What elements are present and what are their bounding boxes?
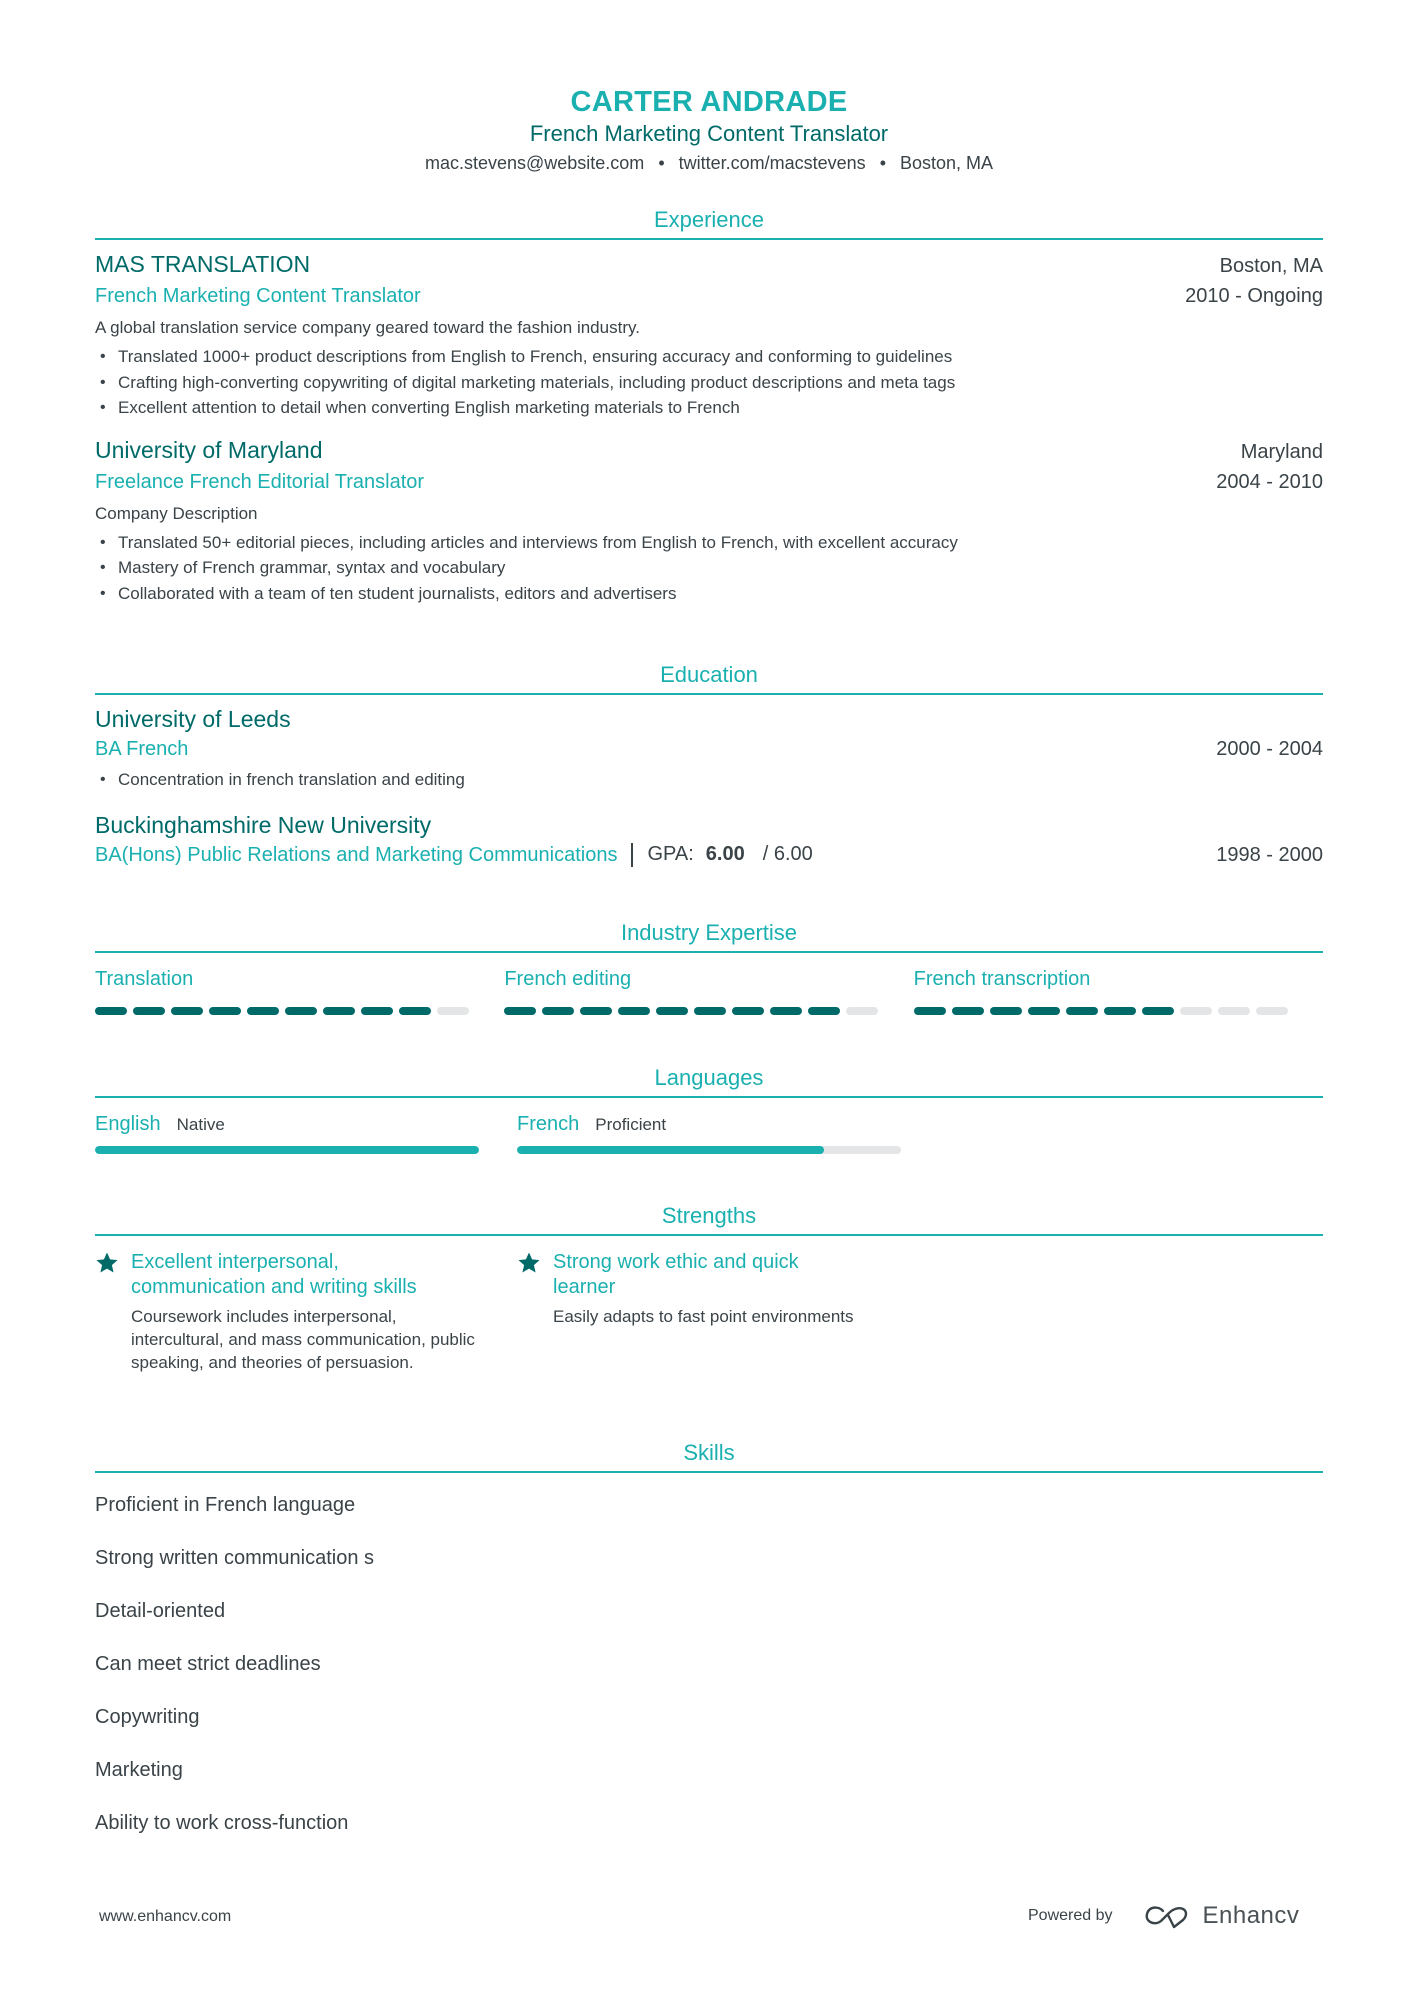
section-title: Experience [653, 207, 765, 232]
achievement-list [95, 344, 1323, 421]
expertise-item [504, 965, 913, 1015]
languages-section [95, 1064, 1323, 1154]
section-divider [95, 951, 1323, 953]
section-divider [95, 693, 1323, 695]
level-dash-empty [1218, 1007, 1250, 1015]
level-dash-filled [694, 1007, 726, 1015]
divider [631, 843, 633, 867]
separator: • [658, 153, 665, 173]
job-dates: 2004 - 2010 [1216, 470, 1323, 493]
skill-item: Strong written communication s [95, 1547, 375, 1569]
skill-item: Copywriting [95, 1706, 200, 1728]
level-dash-filled [952, 1007, 984, 1015]
expertise-item [914, 965, 1323, 1015]
strength-item [95, 1250, 517, 1374]
level-dash-filled [399, 1007, 431, 1015]
contact-email[interactable]: mac.stevens@website.com [424, 153, 645, 173]
level-dash-filled [323, 1007, 355, 1015]
level-dash-filled [504, 1007, 536, 1015]
language-progress-bar [95, 1146, 479, 1154]
level-dash-filled [990, 1007, 1022, 1015]
level-dash-filled [247, 1007, 279, 1015]
strengths-list [95, 1250, 1323, 1374]
enhancv-logo-icon [1143, 1903, 1191, 1929]
separator: • [879, 153, 886, 173]
level-dash-filled [361, 1007, 393, 1015]
education-entry [95, 704, 1323, 793]
list-item: • Collaborated with a team of ten student journalists, editors and advertisers [95, 581, 1323, 607]
level-dash-filled [285, 1007, 317, 1015]
candidate-headline: French Marketing Content Translator [529, 121, 889, 146]
section-title: Industry Expertise [620, 920, 798, 945]
company-description: A global translation service company geared toward the fashion industry. [95, 318, 640, 337]
skill-level-bar [95, 1007, 504, 1015]
footer-branding [1028, 1902, 1299, 1930]
gpa-max: / 6.00 [762, 843, 813, 865]
expertise-label: French transcription [913, 968, 1091, 990]
strengths-section [95, 1202, 1323, 1374]
level-dash-filled [133, 1007, 165, 1015]
level-dash-filled [732, 1007, 764, 1015]
level-dash-filled [580, 1007, 612, 1015]
experience-entry [95, 249, 1323, 421]
resume-header [95, 84, 1323, 176]
list-item: • Crafting high-converting copywriting of digital marketing materials, including product descriptions and meta tags [95, 370, 1323, 396]
school-name: University of Leeds [95, 706, 291, 732]
skill-level-bar [504, 1007, 913, 1015]
job-title: Freelance French Editorial Translator [95, 470, 425, 493]
skills-section [95, 1439, 1323, 1850]
education-entry [95, 810, 1323, 870]
level-dash-filled [1104, 1007, 1136, 1015]
job-location: Boston, MA [1219, 255, 1323, 277]
achievement-list [95, 530, 1323, 607]
skill-item: Marketing [95, 1759, 183, 1781]
skill-item: Can meet strict deadlines [95, 1653, 321, 1675]
degree: BA French [95, 738, 189, 760]
section-divider [95, 238, 1323, 240]
language-name: French [517, 1113, 580, 1135]
level-dash-filled [1028, 1007, 1060, 1015]
job-location: Maryland [1240, 440, 1323, 463]
list-item: • Mastery of French grammar, syntax and vocabulary [95, 555, 1323, 581]
experience-entry [95, 435, 1323, 607]
skills-list [95, 1479, 1323, 1850]
level-dash-filled [770, 1007, 802, 1015]
level-dash-empty [1256, 1007, 1288, 1015]
level-dash-filled [171, 1007, 203, 1015]
education-section [95, 661, 1323, 870]
strength-description: Coursework includes interpersonal, intercultural, and mass communication, public speaking, and theories of persuasion. [131, 1307, 475, 1372]
candidate-name: CARTER ANDRADE [570, 86, 848, 118]
strength-description: Easily adapts to fast point environments [553, 1307, 854, 1326]
language-level: Native [176, 1115, 225, 1134]
education-dates: 2000 - 2004 [1216, 738, 1323, 760]
company-name: MAS TRANSLATION [95, 251, 311, 277]
enhancv-logo-text[interactable]: Enhancv [1202, 1902, 1300, 1929]
contact-info [95, 150, 1323, 176]
list-item: • Translated 50+ editorial pieces, including articles and interviews from English to French, with excellent accuracy [95, 530, 1323, 556]
list-item: • Translated 1000+ product descriptions from English to French, ensuring accuracy and conforming to guidelines [95, 344, 1323, 370]
gpa-value: 6.00 [705, 843, 745, 865]
gpa-label: GPA: [647, 843, 694, 865]
expertise-label: French editing [504, 968, 632, 990]
expertise-label: Translation [95, 968, 194, 990]
company-description: Company Description [95, 503, 258, 523]
section-divider [95, 1471, 1323, 1473]
job-dates: 2010 - Ongoing [1185, 285, 1323, 307]
expertise-section [95, 919, 1323, 1015]
skill-item: Detail-oriented [95, 1600, 226, 1622]
list-item: • Excellent attention to detail when converting English marketing materials to French [95, 395, 1323, 421]
language-item [517, 1110, 939, 1154]
level-dash-filled [1066, 1007, 1098, 1015]
section-divider [95, 1234, 1323, 1236]
section-title: Education [660, 662, 758, 687]
list-item: • Concentration in french translation and editing [95, 767, 1323, 793]
degree: BA(Hons) Public Relations and Marketing Communications [95, 843, 618, 866]
level-dash-filled [1142, 1007, 1174, 1015]
level-dash-empty [1180, 1007, 1212, 1015]
education-dates: 1998 - 2000 [1216, 843, 1323, 866]
language-name: English [95, 1113, 161, 1135]
language-level: Proficient [595, 1115, 667, 1134]
level-dash-filled [95, 1007, 127, 1015]
level-dash-filled [209, 1007, 241, 1015]
expertise-item [95, 965, 504, 1015]
powered-by-label: Powered by [1028, 1907, 1113, 1924]
language-progress-bar [517, 1146, 901, 1154]
language-list [95, 1110, 1323, 1154]
strength-title: Excellent interpersonal, communication and writing skills [131, 1251, 417, 1298]
skill-item: Proficient in French language [95, 1494, 356, 1516]
strength-item [517, 1250, 939, 1374]
star-icon [517, 1250, 553, 1374]
section-title: Languages [654, 1065, 764, 1090]
section-title: Strengths [661, 1203, 757, 1228]
expertise-list [95, 965, 1323, 1015]
level-dash-filled [808, 1007, 840, 1015]
contact-twitter[interactable]: twitter.com/macstevens [678, 153, 866, 173]
strength-title: Strong work ethic and quick learner [553, 1251, 799, 1298]
section-divider [95, 1096, 1323, 1098]
skill-level-bar [914, 1007, 1323, 1015]
level-dash-empty [846, 1007, 878, 1015]
skill-item: Ability to work cross-function [95, 1812, 349, 1834]
language-item [95, 1110, 517, 1154]
job-title: French Marketing Content Translator [95, 285, 421, 307]
level-dash-filled [914, 1007, 946, 1015]
language-progress-fill [517, 1146, 824, 1154]
language-progress-fill [95, 1146, 479, 1154]
section-title: Skills [683, 1440, 735, 1465]
star-icon [95, 1250, 131, 1374]
school-name: Buckinghamshire New University [95, 811, 432, 838]
education-details [95, 767, 1323, 793]
experience-section [95, 206, 1323, 606]
company-name: University of Maryland [95, 436, 323, 463]
level-dash-filled [656, 1007, 688, 1015]
footer-website-link[interactable]: www.enhancv.com [99, 1908, 232, 1925]
level-dash-empty [437, 1007, 469, 1015]
contact-location: Boston, MA [900, 153, 994, 173]
level-dash-filled [542, 1007, 574, 1015]
level-dash-filled [618, 1007, 650, 1015]
